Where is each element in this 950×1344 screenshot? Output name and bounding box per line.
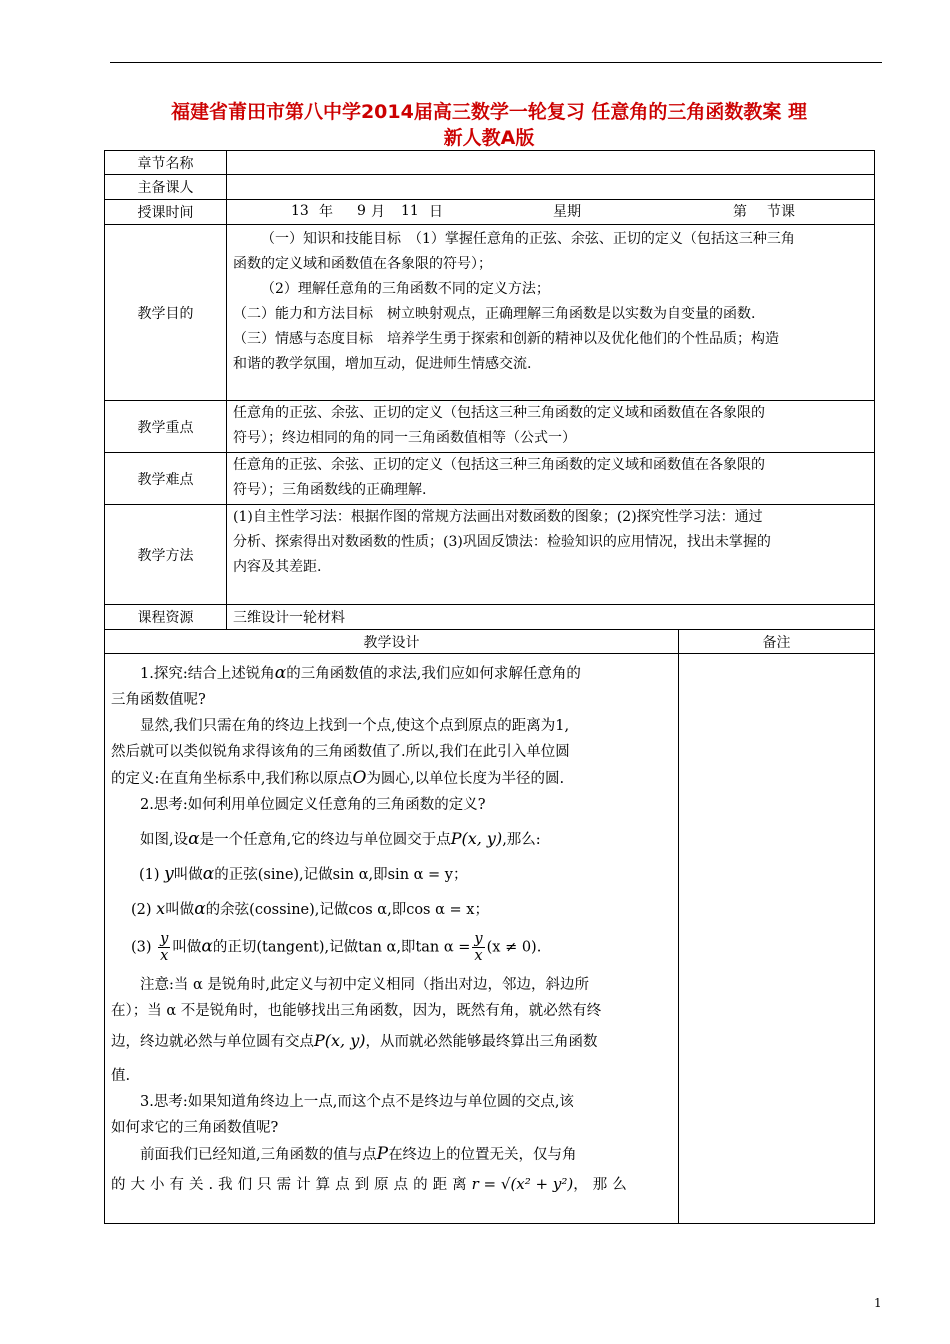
- fraction-y-over-x: $\frac{y}{x}$: [160, 931, 169, 964]
- key-line: 任意角的正弦、余弦、正切的定义（包括这三种三角函数的定义域和函数值在各象限的: [233, 405, 765, 421]
- definition-cosine: (2) x叫做α的余弦(cossine),记做cos α,即cos α = x；: [131, 899, 489, 919]
- method-label: 教学方法: [105, 505, 227, 605]
- goals-line: （2）理解任意角的三角函数不同的定义方法；: [261, 281, 550, 297]
- goals-line: （二）能力和方法目标 树立映射观点，正确理解三角函数是以实数为自变量的函数.: [233, 306, 756, 322]
- key-line: 符号）；终边相同的角的同一三角函数值相等（公式一）: [233, 430, 576, 446]
- title-line-1: 福建省莆田市第八中学2014届高三数学一轮复习 任意角的三角函数教案 理: [170, 101, 808, 123]
- design-paragraph-6-line-2: 的大小有关.我们只需计算点到原点的距离r = √(x² + y²)，那么: [111, 1175, 632, 1193]
- difficulty-line: 符号）；三角函数线的正确理解.: [233, 482, 427, 498]
- goals-line: 函数的定义域和函数值在各象限的符号）；: [233, 256, 492, 272]
- fraction-y-over-x: $\frac{y}{x}$: [474, 931, 483, 964]
- design-content: [105, 654, 679, 1224]
- header-rule: [110, 62, 882, 63]
- teacher-label: 主备课人: [105, 175, 227, 200]
- difficulty-content: [227, 453, 875, 505]
- design-paragraph-2-line-3: 的定义:在直角坐标系中,我们称以原点O为圆心,以单位长度为半径的圆.: [111, 768, 565, 788]
- design-paragraph-4: 如图,设α是一个任意角,它的终边与单位圆交于点P(x, y),那么:: [140, 829, 541, 849]
- design-paragraph-2-line-2: 然后就可以类似锐角求得该角的三角函数值了.所以,我们在此引入单位圆: [111, 744, 570, 760]
- origin-symbol: O: [352, 768, 367, 788]
- goals-line: 和谐的教学氛围，增加互动，促进师生情感交流.: [233, 356, 532, 372]
- note-line-1: 注意:当 α 是锐角时,此定义与初中定义相同（指出对边，邻边，斜边所: [140, 977, 590, 993]
- note-line-4: 值.: [111, 1068, 131, 1084]
- time-period-prefix: 第: [733, 204, 747, 220]
- time-month-unit: 月: [371, 204, 385, 220]
- design-header: 教学设计: [105, 630, 679, 654]
- point-p-xy: P(x, y): [314, 1031, 366, 1050]
- point-p: P: [376, 1144, 389, 1164]
- note-line-2: 在）；当 α 不是锐角时，也能够找出三角函数，因为，既然有角，就必然有终: [111, 1003, 602, 1019]
- time-day: 11: [401, 203, 419, 219]
- teacher-value: [227, 175, 875, 200]
- method-line: (1)自主性学习法：根据作图的常规方法画出对数函数的图象；(2)探究性学习法：通过: [233, 509, 763, 525]
- time-month: 9: [357, 203, 366, 219]
- resource-label: 课程资源: [105, 605, 227, 630]
- time-weekday: 星期: [553, 204, 581, 220]
- notes-content: [679, 654, 875, 1224]
- design-paragraph-6: 前面我们已经知道,三角函数的值与点P在终边上的位置无关，仅与角: [140, 1144, 577, 1164]
- document-title: [104, 99, 874, 151]
- design-paragraph-3: 2.思考:如何利用单位圆定义任意角的三角函数的定义?: [140, 797, 486, 813]
- resource-value: 三维设计一轮材料: [227, 605, 875, 630]
- design-paragraph-1-cont: 三角函数值呢?: [111, 692, 206, 708]
- difficulty-label: 教学难点: [105, 453, 227, 505]
- alpha-symbol: α: [274, 663, 287, 683]
- goals-line: （三）情感与态度目标 培养学生勇于探索和创新的精神以及优化他们的个性品质；构造: [233, 331, 779, 347]
- alpha-symbol: α: [188, 829, 200, 849]
- page-number: 1: [874, 1296, 882, 1310]
- definition-sine: (1) y叫做α的正弦(sine),记做sin α,即sin α = y；: [139, 864, 468, 884]
- time-period-suffix: 节课: [767, 204, 795, 220]
- note-line-3: 边，终边就必然与单位圆有交点P(x, y)，从而就必然能够最终算出三角函数: [111, 1031, 598, 1050]
- point-p-xy: P(x, y): [450, 829, 503, 848]
- design-paragraph-1: 1.探究:结合上述锐角α的三角函数值的求法,我们应如何求解任意角的: [140, 663, 581, 683]
- method-content: [227, 505, 875, 605]
- goals-label: 教学目的: [105, 225, 227, 401]
- chapter-value: [227, 151, 875, 175]
- title-line-2: 新人教A版: [443, 127, 535, 149]
- design-paragraph-2: 显然,我们只需在角的终边上找到一个点,使这个点到原点的距离为1,: [140, 718, 570, 734]
- goals-line: （一）知识和技能目标 （1）掌握任意角的正弦、余弦、正切的定义（包括这三种三角: [261, 231, 795, 247]
- key-points-content: [227, 401, 875, 453]
- time-value: [227, 200, 875, 225]
- method-line: 内容及其差距.: [233, 559, 322, 575]
- key-points-label: 教学重点: [105, 401, 227, 453]
- design-paragraph-5: 3.思考:如果知道角终边上一点,而这个点不是终边与单位圆的交点,该: [140, 1094, 574, 1110]
- design-paragraph-5-cont: 如何求它的三角函数值呢?: [111, 1120, 279, 1136]
- time-year: 13: [291, 203, 309, 219]
- time-label: 授课时间: [105, 200, 227, 225]
- chapter-label: 章节名称: [105, 151, 227, 175]
- difficulty-line: 任意角的正弦、余弦、正切的定义（包括这三种三角函数的定义域和函数值在各象限的: [233, 457, 765, 473]
- time-year-unit: 年: [319, 204, 333, 220]
- lesson-plan-table: [104, 150, 875, 1224]
- goals-content: [227, 225, 875, 401]
- distance-formula: r = √(x² + y²): [471, 1175, 574, 1193]
- notes-header: 备注: [679, 630, 875, 654]
- time-day-unit: 日: [429, 204, 443, 220]
- method-line: 分析、探索得出对数函数的性质；(3)巩固反馈法：检验知识的应用情况，找出未掌握的: [233, 534, 771, 550]
- definition-tangent: (3) $\frac{y}{x}$ 叫做α的正切(tangent),记做tan α,即tan α = $\frac{y}{x}$ (x ≠ 0).: [131, 931, 542, 964]
